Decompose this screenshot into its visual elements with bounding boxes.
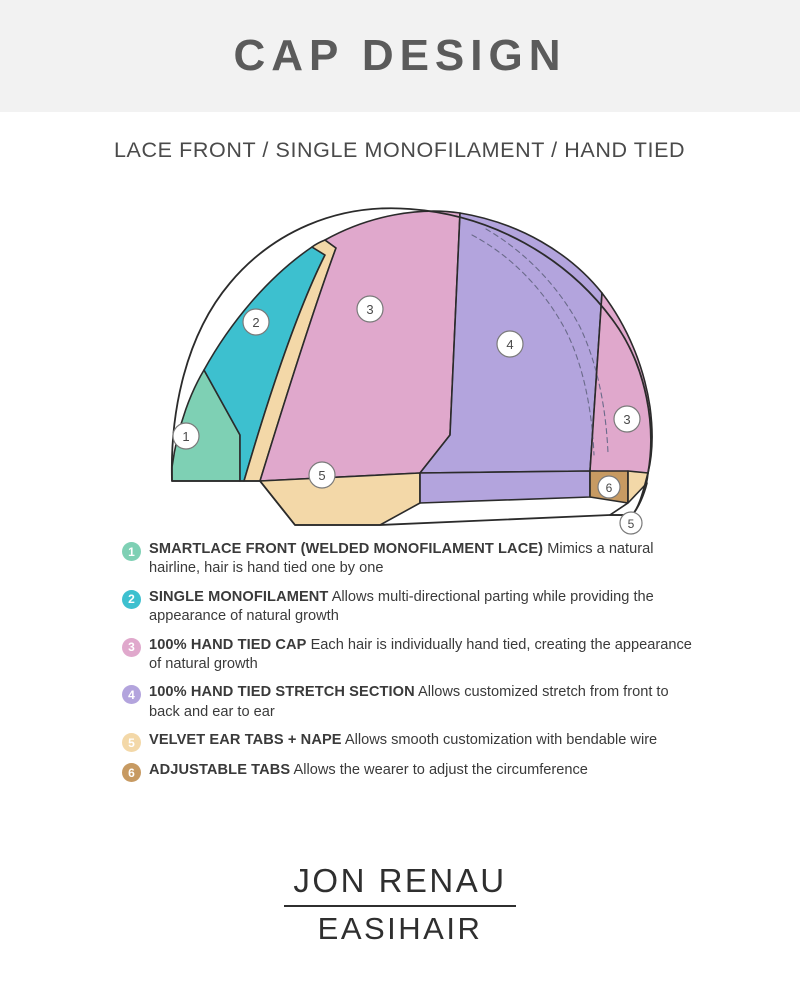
diagram-marker-5b (620, 512, 642, 534)
cap-diagram (120, 185, 690, 540)
svg-text:3: 3 (623, 412, 631, 427)
legend-item-5 (122, 731, 702, 752)
diagram-marker-2 (243, 309, 269, 335)
legend-item-1 (122, 540, 702, 579)
legend-badge-1: 1 (122, 542, 141, 561)
legend-title-1: SMARTLACE FRONT (WELDED MONOFILAMENT LACE) (149, 541, 544, 557)
svg-text:4: 4 (506, 337, 514, 352)
svg-text:5: 5 (318, 468, 326, 483)
legend-badge-4: 4 (122, 685, 141, 704)
legend-badge-5: 5 (122, 733, 141, 752)
legend-item-2 (122, 588, 702, 627)
legend-title-4: 100% HAND TIED STRETCH SECTION (149, 684, 415, 701)
region-nape-bar (420, 471, 590, 503)
legend-description-1: Mimics a natural hairline, hair is hand tied one by one (149, 541, 654, 577)
legend-badge-2: 2 (122, 590, 141, 609)
diagram-marker-3b (614, 406, 640, 432)
brand-footer (0, 862, 800, 947)
legend-title-6: ADJUSTABLE TABS (149, 762, 291, 779)
legend-item-6 (122, 761, 702, 782)
legend-text-2 (149, 588, 702, 627)
legend-description-2: Allows multi-directional parting while providing the appearance of natural growth (149, 588, 654, 625)
diagram-marker-6 (598, 476, 620, 498)
diagram-marker-5 (309, 462, 335, 488)
legend-badge-3: 3 (122, 638, 141, 657)
legend-description-4: Allows customized stretch from front to back and ear to ear (149, 684, 669, 720)
svg-text:5: 5 (627, 517, 635, 531)
brand-name-primary: JON RENAU (293, 862, 507, 899)
legend-text-4 (149, 683, 702, 722)
svg-text:6: 6 (605, 481, 613, 495)
diagram-marker-4 (497, 331, 523, 357)
brand-name-secondary: EASIHAIR (317, 911, 483, 946)
legend-list (122, 540, 702, 791)
diagram-marker-1 (173, 423, 199, 449)
legend-title-3: 100% HAND TIED CAP (149, 636, 307, 653)
legend-title-2: SINGLE MONOFILAMENT (149, 588, 329, 605)
svg-text:2: 2 (252, 315, 260, 330)
svg-text:3: 3 (366, 302, 374, 317)
legend-text-1 (149, 540, 702, 579)
legend-item-3 (122, 636, 702, 675)
legend-item-4 (122, 683, 702, 722)
legend-title-5: VELVET EAR TABS + NAPE (149, 732, 342, 749)
legend-text-6 (149, 761, 588, 780)
legend-text-5 (149, 731, 657, 750)
legend-description-6: Allows the wearer to adjust the circumference (293, 762, 588, 779)
diagram-marker-3 (357, 296, 383, 322)
region-velvet-ear-tab (260, 473, 420, 525)
svg-text:1: 1 (182, 429, 190, 444)
legend-text-3 (149, 636, 702, 675)
subtitle: LACE FRONT / SINGLE MONOFILAMENT / HAND TIED (114, 138, 686, 162)
header-band (0, 0, 800, 112)
brand-divider (284, 905, 516, 907)
legend-badge-6: 6 (122, 763, 141, 782)
legend-description-3: Each hair is individually hand tied, creating the appearance of natural growth (149, 636, 692, 673)
legend-description-5: Allows smooth customization with bendable wire (344, 732, 658, 749)
page-title: CAP DESIGN (233, 31, 567, 80)
